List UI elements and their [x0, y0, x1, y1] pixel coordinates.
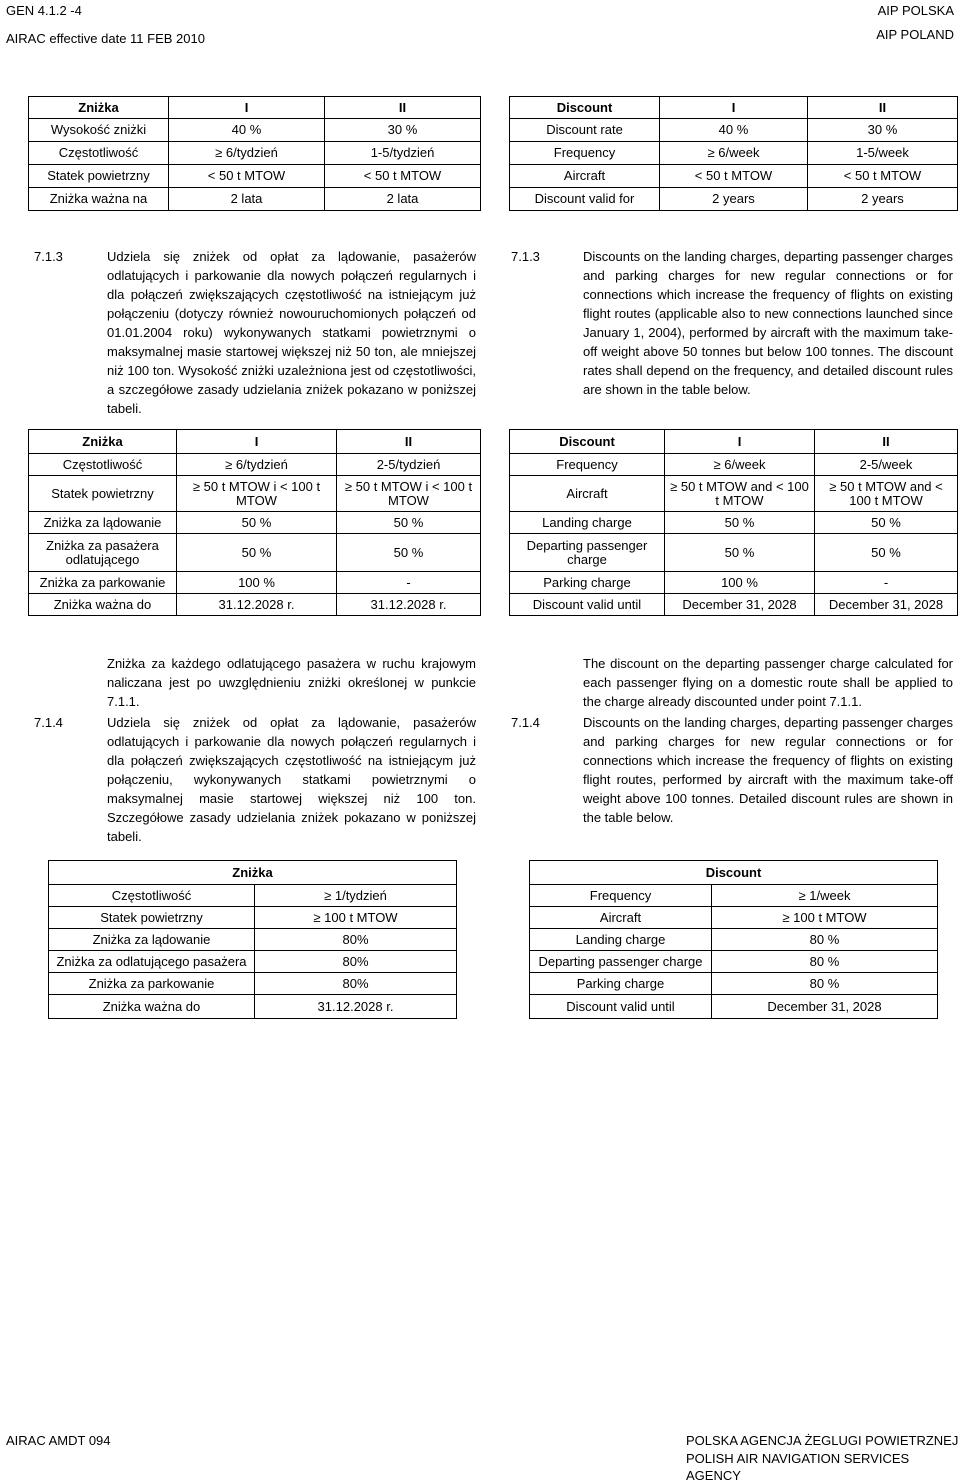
table-cell: 40 % [660, 119, 808, 142]
table-cell: Zniżka za lądowanie [49, 929, 255, 951]
table-header: Zniżka [29, 97, 169, 119]
table-cell: Frequency [510, 454, 665, 476]
paragraph-713-en: Discounts on the landing charges, departing passenger charges and parking charges for new regular connections or for connections which increase the frequency of flights on existing flight routes (applicable also to new connections launched since January 1, 2004), performed by aircraft with the maximum take-off weight above 50 tonnes but below 100 tonnes. The discount rates shall depend on the frequency, and detailed discount rules are shown in the table below. [583, 249, 953, 397]
table-header: II [808, 97, 958, 119]
table-cell: ≥ 50 t MTOW i < 100 t MTOW [337, 476, 481, 512]
table-cell: Częstotliwość [29, 454, 177, 476]
table-cell: Departing passenger charge [510, 534, 665, 572]
table-cell: Zniżka za parkowanie [49, 973, 255, 995]
table-cell: 31.12.2028 r. [255, 995, 457, 1019]
table-cell: ≥ 50 t MTOW i < 100 t MTOW [177, 476, 337, 512]
table-cell: 2-5/week [815, 454, 958, 476]
table-header: II [337, 430, 481, 454]
table-header: II [325, 97, 481, 119]
table-cell: Zniżka ważna na [29, 188, 169, 211]
agency-name-en: POLISH AIR NAVIGATION SERVICES AGENCY [686, 1451, 910, 1483]
table-cell: Aircraft [510, 476, 665, 512]
table-cell: Discount valid for [510, 188, 660, 211]
table-cell: 80 % [712, 951, 938, 973]
table-cell: < 50 t MTOW [169, 165, 325, 188]
table-header: I [665, 430, 815, 454]
table-cell: ≥ 1/week [712, 885, 938, 907]
table-cell: Statek powietrzny [49, 907, 255, 929]
table-cell: 31.12.2028 r. [337, 594, 481, 616]
table-cell: 50 % [815, 534, 958, 572]
paragraph-714-pl: Udziela się zniżek od opłat za lądowanie, pasażerów odlatujących i parkowanie dla nowych połączeń regularnych i dla połączeń zwiększających częstotliwość na istniejącym już połączeniu, wykonywanych statkami powietrznymi o maksymalnej masie startowej większej niż 100 ton. Szczegółowe zasady udzielania zniżek pokazano w poniższej tabeli. [107, 715, 476, 844]
table-cell: ≥ 50 t MTOW and < 100 t MTOW [665, 476, 815, 512]
table-cell: December 31, 2028 [665, 594, 815, 616]
table-cell: 2-5/tydzień [337, 454, 481, 476]
table-cell: 100 % [177, 572, 337, 594]
table-cell: December 31, 2028 [815, 594, 958, 616]
table-cell: 30 % [808, 119, 958, 142]
table-cell: < 50 t MTOW [808, 165, 958, 188]
table-cell: Zniżka ważna do [49, 995, 255, 1019]
table-cell: Landing charge [530, 929, 712, 951]
discount-table-1-en [509, 96, 958, 211]
table-cell: 80% [255, 929, 457, 951]
section-number: 7.1.4 [34, 715, 63, 730]
table-cell: 31.12.2028 r. [177, 594, 337, 616]
table-cell: ≥ 1/tydzień [255, 885, 457, 907]
table-cell: 50 % [665, 534, 815, 572]
section-number: 7.1.3 [511, 249, 540, 264]
doc-reference: GEN 4.1.2 -4 [6, 3, 82, 18]
table-cell: Departing passenger charge [530, 951, 712, 973]
discount-table-1-pl [28, 96, 481, 211]
table-cell: 80 % [712, 973, 938, 995]
discount-table-3-en [529, 860, 938, 1019]
table-cell: 50 % [665, 512, 815, 534]
table-cell: Frequency [530, 885, 712, 907]
table-cell: Zniżka ważna do [29, 594, 177, 616]
table-cell: 50 % [815, 512, 958, 534]
table-cell: Częstotliwość [49, 885, 255, 907]
table-header: I [660, 97, 808, 119]
table-cell: ≥ 50 t MTOW and < 100 t MTOW [815, 476, 958, 512]
table-cell: 80 % [712, 929, 938, 951]
table-cell: Statek powietrzny [29, 476, 177, 512]
table-cell: 2 lata [325, 188, 481, 211]
table-cell: 80% [255, 973, 457, 995]
table-cell: Landing charge [510, 512, 665, 534]
table-header: Zniżka [29, 430, 177, 454]
discount-table-2-pl [28, 429, 481, 616]
airac-effective-date: AIRAC effective date 11 FEB 2010 [6, 31, 205, 46]
table-cell: Wysokość zniżki [29, 119, 169, 142]
table-cell: ≥ 100 t MTOW [255, 907, 457, 929]
table-cell: 2 years [660, 188, 808, 211]
table-cell: ≥ 6/tydzień [177, 454, 337, 476]
table-cell: 50 % [177, 534, 337, 572]
paragraph-note-en: The discount on the departing passenger charge calculated for each passenger flying on a domestic route shall be applied to the charge already discounted under point 7.1.1. [583, 656, 953, 709]
table-cell: 2 lata [169, 188, 325, 211]
table-cell: - [815, 572, 958, 594]
table-header: Discount [510, 97, 660, 119]
table-cell: Zniżka za odlatującego pasażera [49, 951, 255, 973]
table-cell: ≥ 6/tydzień [169, 142, 325, 165]
table-cell: Frequency [510, 142, 660, 165]
discount-table-2-en [509, 429, 958, 616]
table-header: I [169, 97, 325, 119]
airac-amendment: AIRAC AMDT 094 [6, 1433, 111, 1448]
table-header: Zniżka [49, 861, 457, 885]
table-cell: 1-5/week [808, 142, 958, 165]
table-cell: - [337, 572, 481, 594]
table-header: Discount [510, 430, 665, 454]
table-cell: 30 % [325, 119, 481, 142]
table-cell: Parking charge [510, 572, 665, 594]
table-header: II [815, 430, 958, 454]
table-cell: Zniżka za pasażera odlatującego [29, 534, 177, 572]
table-cell: 80% [255, 951, 457, 973]
table-cell: Statek powietrzny [29, 165, 169, 188]
table-cell: 1-5/tydzień [325, 142, 481, 165]
table-cell: Aircraft [510, 165, 660, 188]
agency-name-pl: POLSKA AGENCJA ŻEGLUGI POWIETRZNEJ [686, 1433, 959, 1448]
aip-polska: AIP POLSKA [877, 3, 954, 18]
table-cell: ≥ 100 t MTOW [712, 907, 938, 929]
aip-poland: AIP POLAND [876, 27, 954, 42]
table-cell: Aircraft [530, 907, 712, 929]
table-cell: December 31, 2028 [712, 995, 938, 1019]
section-number: 7.1.4 [511, 715, 540, 730]
table-cell: ≥ 6/week [665, 454, 815, 476]
table-cell: Discount rate [510, 119, 660, 142]
discount-table-3-pl [48, 860, 457, 1019]
table-cell: 40 % [169, 119, 325, 142]
table-cell: 50 % [337, 534, 481, 572]
table-cell: < 50 t MTOW [325, 165, 481, 188]
table-cell: Parking charge [530, 973, 712, 995]
paragraph-713-pl: Udziela się zniżek od opłat za lądowanie, pasażerów odlatujących i parkowanie dla nowych połączeń regularnych i dla połączeń zwiększających częstotliwość na istniejącym już połączeniu (dotyczy również nowouruchomionych połączeń od 01.01.2004 roku) wykonywanych statkami powietrznymi o maksymalnej masie startowej większej niż 50 ton, ale mniejszej niż 100 ton. Wysokość zniżki uzależniona jest od częstotliwości, a szczegółowe zasady udzielania zniżek pokazano w poniższej tabeli. [107, 249, 476, 416]
table-cell: Discount valid until [510, 594, 665, 616]
table-cell: 50 % [337, 512, 481, 534]
section-number: 7.1.3 [34, 249, 63, 264]
table-cell: Zniżka za lądowanie [29, 512, 177, 534]
table-cell: ≥ 6/week [660, 142, 808, 165]
table-cell: Częstotliwość [29, 142, 169, 165]
table-cell: 50 % [177, 512, 337, 534]
table-cell: 100 % [665, 572, 815, 594]
paragraph-714-en: Discounts on the landing charges, departing passenger charges and parking charges for new regular connections or for connections which increase the frequency of flights on existing flight routes, performed by aircraft with the maximum take-off weight above 100 tonnes. Detailed discount rules are shown in the table below. [583, 715, 953, 825]
table-header: Discount [530, 861, 938, 885]
table-cell: < 50 t MTOW [660, 165, 808, 188]
table-cell: 2 years [808, 188, 958, 211]
table-cell: Zniżka za parkowanie [29, 572, 177, 594]
table-header: I [177, 430, 337, 454]
paragraph-note-pl: Zniżka za każdego odlatującego pasażera w ruchu krajowym naliczana jest po uwzględnieniu zniżki określonej w punkcie 7.1.1. [107, 656, 476, 709]
table-cell: Discount valid until [530, 995, 712, 1019]
